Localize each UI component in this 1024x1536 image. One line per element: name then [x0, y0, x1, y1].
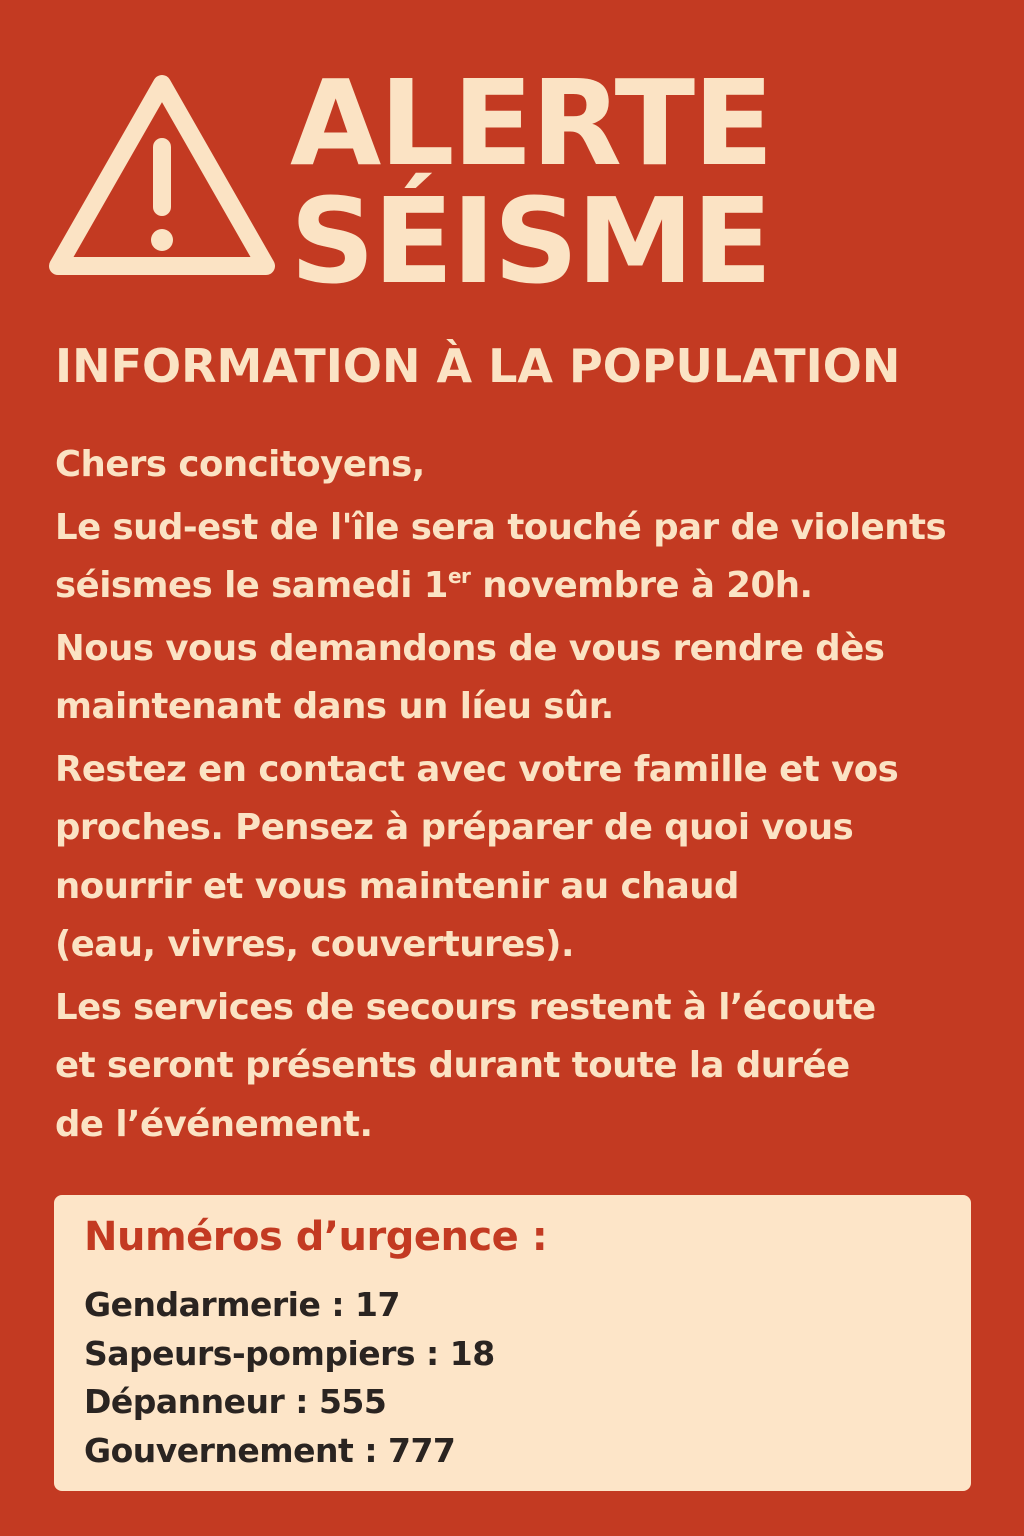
- paragraph-1-line-1: Le sud-est de l'île sera touché par de violents: [55, 506, 947, 548]
- date-time-text: novembre à 20h.: [470, 565, 813, 606]
- alert-title-line2: SÉISME: [290, 172, 771, 310]
- emergency-item-gouvernement: Gouvernement : 777: [84, 1430, 456, 1470]
- greeting: [55, 436, 1010, 495]
- paragraph-3-line-2: proches. Pensez à préparer de quoi vous: [55, 807, 854, 848]
- paragraph-3-line-3: nourrir et vous maintenir au chaud: [55, 865, 739, 907]
- paragraph-4-line-2: et seront présents durant toute la durée: [55, 1045, 850, 1086]
- paragraph-4: [55, 979, 1010, 1155]
- paragraph-2-line-2: maintenant dans un líeu sûr.: [55, 686, 614, 727]
- paragraph-3-line-1: Restez en contact avec votre famille et vos: [55, 748, 899, 790]
- emergency-numbers-box: [54, 1195, 971, 1491]
- paragraph-4-line-3: de l’événement.: [55, 1103, 373, 1145]
- ordinal-suffix: er: [447, 564, 471, 588]
- message-body: [55, 436, 1010, 1158]
- paragraph-3-line-4: (eau, vivres, couvertures).: [55, 924, 574, 965]
- paragraph-1-line-2: [55, 557, 1010, 616]
- paragraph-4-line-1: Les services de secours restent à l’écoute: [55, 986, 876, 1028]
- paragraph-1: [55, 499, 1010, 616]
- emergency-title: Numéros d’urgence :: [84, 1214, 548, 1260]
- alert-title-line1: ALERTE: [290, 54, 772, 192]
- paragraph-2-line-1: Nous vous demandons de vous rendre dès: [55, 627, 885, 669]
- subtitle: INFORMATION À LA POPULATION: [55, 339, 901, 393]
- warning-triangle-icon: [44, 70, 280, 284]
- emergency-list: [84, 1281, 495, 1475]
- paragraph-2: [55, 620, 1010, 737]
- date-text: séismes le samedi 1: [55, 565, 448, 606]
- alert-title: [290, 54, 772, 310]
- greeting-line: Chers concitoyens,: [55, 444, 425, 485]
- emergency-item-gendarmerie: Gendarmerie : 17: [84, 1285, 400, 1324]
- emergency-item-depanneur: Dépanneur : 555: [84, 1382, 387, 1421]
- emergency-item-sapeurs-pompiers: Sapeurs-pompiers : 18: [84, 1333, 495, 1373]
- paragraph-3: [55, 741, 1010, 975]
